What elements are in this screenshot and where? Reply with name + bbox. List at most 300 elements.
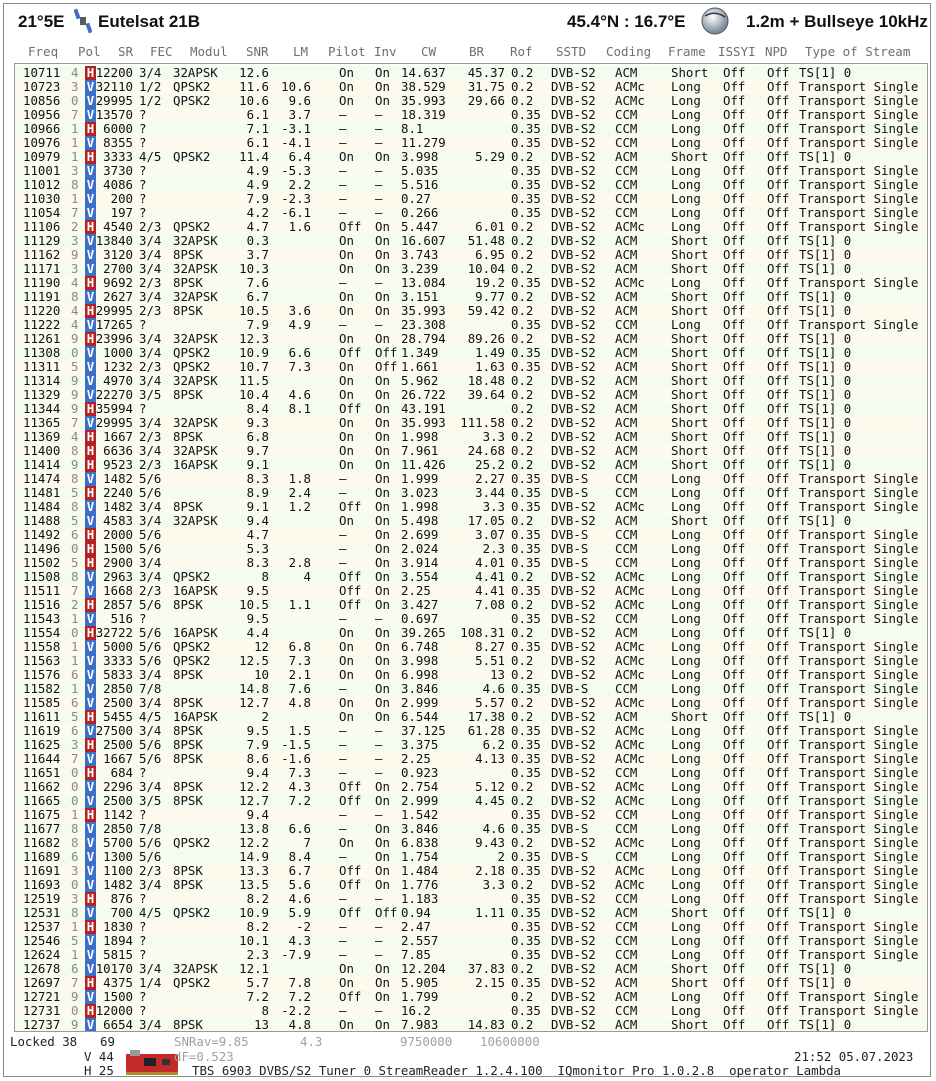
cell-issyi: Off [723, 1003, 746, 1018]
cell-pol: H [86, 429, 95, 444]
cell-rolloff: 0.35 [511, 121, 541, 136]
status-footer [4, 1034, 930, 1078]
cell-stream-type: TS[1] 0 [799, 709, 852, 724]
column-header-inv: Inv [374, 44, 397, 59]
cell-br: 6.95 [475, 247, 505, 262]
cell-frame: Long [671, 135, 701, 150]
cell-fec: 5/6 [139, 639, 162, 654]
table-row[interactable] [15, 248, 927, 262]
cell-rolloff: 0.2 [511, 877, 534, 892]
table-row[interactable] [15, 584, 927, 598]
table-row[interactable] [15, 430, 927, 444]
cell-freq-decimal: 3 [71, 863, 79, 878]
cell-issyi: Off [723, 191, 746, 206]
cell-inversion: On [375, 877, 390, 892]
cell-freq: 11554 [23, 625, 61, 640]
cell-cw: 6.748 [401, 639, 439, 654]
cell-npd: Off [767, 905, 790, 920]
table-row[interactable] [15, 864, 927, 878]
cell-snr: 14.9 [239, 849, 269, 864]
cell-issyi: Off [723, 1017, 746, 1032]
table-row[interactable] [15, 220, 927, 234]
table-row[interactable] [15, 290, 927, 304]
cell-sstd: DVB-S2 [551, 289, 596, 304]
cell-inversion: On [375, 709, 390, 724]
table-row[interactable] [15, 612, 927, 626]
cell-sstd: DVB-S2 [551, 653, 596, 668]
table-row[interactable] [15, 150, 927, 164]
cell-frame: Short [671, 905, 709, 920]
cell-issyi: Off [723, 107, 746, 122]
cell-pilot: Off [339, 793, 362, 808]
cell-cw: 0.697 [401, 611, 439, 626]
table-row[interactable] [15, 892, 927, 906]
table-row[interactable] [15, 318, 927, 332]
cell-freq: 10966 [23, 121, 61, 136]
cell-pol: V [86, 191, 95, 206]
cell-rolloff: 0.2 [511, 429, 534, 444]
cell-npd: Off [767, 303, 790, 318]
table-row[interactable] [15, 640, 927, 654]
cell-issyi: Off [723, 667, 746, 682]
cell-pol: V [86, 793, 95, 808]
cell-stream-type: Transport Single [799, 219, 919, 234]
cell-npd: Off [767, 177, 790, 192]
cell-frame: Long [671, 163, 701, 178]
cell-cw: 23.308 [401, 317, 446, 332]
cell-sstd: DVB-S2 [551, 219, 596, 234]
cell-npd: Off [767, 191, 790, 206]
cell-fec: ? [139, 1003, 147, 1018]
cell-modulation: 32APSK [173, 233, 218, 248]
table-row[interactable] [15, 878, 927, 892]
cell-stream-type: Transport Single [799, 93, 919, 108]
table-row[interactable] [15, 598, 927, 612]
table-row[interactable] [15, 234, 927, 248]
cell-sstd: DVB-S2 [551, 65, 596, 80]
cell-pilot: Off [339, 219, 362, 234]
cell-frame: Short [671, 443, 709, 458]
table-row[interactable] [15, 850, 927, 864]
cell-frame: Short [671, 247, 709, 262]
cell-frame: Long [671, 219, 701, 234]
cell-freq: 12721 [23, 989, 61, 1004]
cell-cw: 3.743 [401, 247, 439, 262]
cell-coding: ACMc [615, 751, 645, 766]
cell-frame: Long [671, 191, 701, 206]
table-row[interactable] [15, 192, 927, 206]
cell-coding: CCM [615, 177, 638, 192]
cell-stream-type: TS[1] 0 [799, 359, 852, 374]
cell-coding: ACMc [615, 653, 645, 668]
table-row[interactable] [15, 402, 927, 416]
table-row[interactable] [15, 304, 927, 318]
cell-pilot: – [339, 135, 347, 150]
cell-pilot: On [339, 373, 354, 388]
cell-inversion: – [375, 765, 383, 780]
snr-average: SNRav=9.85 [174, 1034, 249, 1049]
table-row[interactable] [15, 164, 927, 178]
cell-lm: 7.3 [288, 765, 311, 780]
cell-frame: Long [671, 93, 701, 108]
table-row[interactable] [15, 570, 927, 584]
cell-freq-decimal: 5 [71, 485, 79, 500]
cell-pilot: – [339, 191, 347, 206]
table-row[interactable] [15, 458, 927, 472]
cell-pol: V [86, 415, 95, 430]
cell-issyi: Off [723, 429, 746, 444]
cell-cw: 12.204 [401, 961, 446, 976]
cell-fec: 3/4 [139, 877, 162, 892]
cell-coding: CCM [615, 471, 638, 486]
cell-coding: CCM [615, 807, 638, 822]
cell-pilot: On [339, 303, 354, 318]
table-row[interactable] [15, 682, 927, 696]
cell-pol: H [86, 275, 95, 290]
column-header-fec: FEC [150, 44, 173, 59]
cell-freq: 11191 [23, 289, 61, 304]
cell-modulation: 8PSK [173, 247, 203, 262]
cell-lm: 1.1 [288, 597, 311, 612]
cell-pol: H [86, 625, 95, 640]
cell-lm: 4.6 [288, 891, 311, 906]
cell-sstd: DVB-S2 [551, 863, 596, 878]
cell-fec: ? [139, 891, 147, 906]
cell-lm: 6.4 [288, 149, 311, 164]
cell-lm: 2.8 [288, 555, 311, 570]
table-row[interactable] [15, 976, 927, 990]
table-row[interactable] [15, 122, 927, 136]
cell-rolloff: 0.2 [511, 709, 534, 724]
cell-frame: Long [671, 205, 701, 220]
vertical-count: V 44 [84, 1049, 114, 1064]
cell-snr: 11.5 [239, 373, 269, 388]
table-row[interactable] [15, 1018, 927, 1032]
table-row[interactable] [15, 332, 927, 346]
cell-pol: V [86, 849, 95, 864]
cell-sr: 3333 [103, 149, 133, 164]
cell-snr: 6.8 [246, 429, 269, 444]
cell-pilot: On [339, 289, 354, 304]
table-row[interactable] [15, 374, 927, 388]
cell-sstd: DVB-S2 [551, 457, 596, 472]
table-row[interactable] [15, 808, 927, 822]
cell-inversion: On [375, 415, 390, 430]
cell-pol: H [86, 891, 95, 906]
cell-pilot: – [339, 891, 347, 906]
cell-pol: H [86, 555, 95, 570]
cell-lm: 6.6 [288, 821, 311, 836]
cell-inversion: – [375, 107, 383, 122]
table-row[interactable] [15, 738, 927, 752]
cell-npd: Off [767, 65, 790, 80]
cell-coding: ACMc [615, 695, 645, 710]
cell-pilot: On [339, 835, 354, 850]
table-row[interactable] [15, 276, 927, 290]
cell-issyi: Off [723, 401, 746, 416]
table-row[interactable] [15, 766, 927, 780]
cell-frame: Long [671, 765, 701, 780]
cell-lm: 9.6 [288, 93, 311, 108]
cell-coding: ACM [615, 233, 638, 248]
table-row[interactable] [15, 948, 927, 962]
cell-freq: 11220 [23, 303, 61, 318]
cell-rolloff: 0.35 [511, 821, 541, 836]
cell-snr: 10.9 [239, 905, 269, 920]
table-row[interactable] [15, 514, 927, 528]
cell-npd: Off [767, 1017, 790, 1032]
table-row[interactable] [15, 66, 927, 80]
cell-freq: 11585 [23, 695, 61, 710]
table-row[interactable] [15, 472, 927, 486]
cell-pol: V [86, 177, 95, 192]
cell-issyi: Off [723, 625, 746, 640]
cell-freq: 11481 [23, 485, 61, 500]
cell-sr: 2000 [103, 527, 133, 542]
cell-br: 31.75 [467, 79, 505, 94]
cell-issyi: Off [723, 163, 746, 178]
cell-rolloff: 0.35 [511, 135, 541, 150]
cell-freq-decimal: 8 [71, 443, 79, 458]
table-row[interactable] [15, 388, 927, 402]
table-row[interactable] [15, 94, 927, 108]
cell-sr: 3120 [103, 247, 133, 262]
cell-lm: 5.9 [288, 905, 311, 920]
table-row[interactable] [15, 416, 927, 430]
cell-br: 3.3 [482, 877, 505, 892]
cell-sr: 1100 [103, 863, 133, 878]
table-row[interactable] [15, 346, 927, 360]
cell-rolloff: 0.2 [511, 1017, 534, 1032]
cell-fec: 3/4 [139, 331, 162, 346]
cell-pilot: On [339, 359, 354, 374]
table-row[interactable] [15, 178, 927, 192]
cell-snr: 7.2 [246, 989, 269, 1004]
cell-freq-decimal: 8 [71, 569, 79, 584]
cell-issyi: Off [723, 961, 746, 976]
cell-freq: 11311 [23, 359, 61, 374]
cell-rolloff: 0.2 [511, 289, 534, 304]
cell-issyi: Off [723, 275, 746, 290]
cell-snr: 14.8 [239, 681, 269, 696]
table-row[interactable] [15, 444, 927, 458]
table-row[interactable] [15, 626, 927, 640]
cell-rolloff: 0.35 [511, 737, 541, 752]
cell-coding: ACM [615, 1017, 638, 1032]
tuner-card-icon [122, 1048, 182, 1076]
cell-snr: 6.7 [246, 289, 269, 304]
cell-inversion: On [375, 65, 390, 80]
cell-freq: 11308 [23, 345, 61, 360]
table-row[interactable] [15, 206, 927, 220]
table-row[interactable] [15, 136, 927, 150]
cell-fec: ? [139, 135, 147, 150]
cell-inversion: On [375, 597, 390, 612]
cell-freq-decimal: 6 [71, 695, 79, 710]
cell-cw: 11.279 [401, 135, 446, 150]
column-header-lm: LM [293, 44, 309, 59]
table-row[interactable] [15, 108, 927, 122]
cell-fec: ? [139, 989, 147, 1004]
column-header-frame: Frame [668, 44, 706, 59]
table-row[interactable] [15, 822, 927, 836]
cell-npd: Off [767, 331, 790, 346]
cell-rolloff: 0.35 [511, 275, 541, 290]
cell-pilot: – [339, 765, 347, 780]
table-row[interactable] [15, 500, 927, 514]
table-row[interactable] [15, 906, 927, 920]
cell-fec: 2/3 [139, 583, 162, 598]
table-row[interactable] [15, 360, 927, 374]
cell-sr: 1667 [103, 751, 133, 766]
cell-frame: Long [671, 835, 701, 850]
cell-freq-decimal: 3 [71, 233, 79, 248]
table-row[interactable] [15, 990, 927, 1004]
cell-modulation: 8PSK [173, 1017, 203, 1032]
cell-rolloff: 0.2 [511, 65, 534, 80]
table-row[interactable] [15, 668, 927, 682]
cell-snr: 10.4 [239, 387, 269, 402]
cell-inversion: Off [375, 359, 398, 374]
cell-lm: 5.6 [288, 877, 311, 892]
cell-freq: 11484 [23, 499, 61, 514]
cell-snr: 9.5 [246, 723, 269, 738]
cell-snr: 2.3 [246, 947, 269, 962]
cell-br: 111.58 [460, 415, 505, 430]
table-row[interactable] [15, 752, 927, 766]
cell-sr: 4970 [103, 373, 133, 388]
cell-npd: Off [767, 821, 790, 836]
cell-lm: 7.2 [288, 793, 311, 808]
cell-fec: 2/3 [139, 457, 162, 472]
cell-cw: 7.961 [401, 443, 439, 458]
cell-sr: 5833 [103, 667, 133, 682]
table-row[interactable] [15, 794, 927, 808]
cell-issyi: Off [723, 765, 746, 780]
table-row[interactable] [15, 80, 927, 94]
cell-freq: 11508 [23, 569, 61, 584]
cell-sr: 2296 [103, 779, 133, 794]
cell-snr: 2 [261, 709, 269, 724]
cell-rolloff: 0.35 [511, 177, 541, 192]
cell-pol: H [86, 527, 95, 542]
cell-cw: 16.2 [401, 1003, 431, 1018]
cell-freq: 11344 [23, 401, 61, 416]
column-header-npd: NPD [765, 44, 788, 59]
cell-stream-type: TS[1] 0 [799, 429, 852, 444]
table-row[interactable] [15, 780, 927, 794]
table-row[interactable] [15, 556, 927, 570]
cell-sstd: DVB-S2 [551, 373, 596, 388]
cell-br: 4.6 [482, 681, 505, 696]
cell-rolloff: 0.35 [511, 919, 541, 934]
cell-npd: Off [767, 163, 790, 178]
cell-npd: Off [767, 989, 790, 1004]
cell-issyi: Off [723, 317, 746, 332]
cell-coding: CCM [615, 527, 638, 542]
table-row[interactable] [15, 262, 927, 276]
cell-pol: H [86, 765, 95, 780]
cell-snr: 12.7 [239, 695, 269, 710]
cell-frame: Long [671, 723, 701, 738]
cell-sstd: DVB-S2 [551, 751, 596, 766]
cell-snr: 8.4 [246, 401, 269, 416]
cell-sr: 5700 [103, 835, 133, 850]
table-row[interactable] [15, 654, 927, 668]
cell-npd: Off [767, 765, 790, 780]
cell-lm: 6.8 [288, 639, 311, 654]
cell-stream-type: TS[1] 0 [799, 905, 852, 920]
cell-cw: 5.516 [401, 177, 439, 192]
cell-pol: V [86, 667, 95, 682]
cell-snr: 8 [261, 1003, 269, 1018]
cell-sr: 2500 [103, 793, 133, 808]
cell-inversion: – [375, 737, 383, 752]
table-row[interactable] [15, 920, 927, 934]
cell-pilot: – [339, 527, 347, 542]
cell-coding: CCM [615, 947, 638, 962]
table-row[interactable] [15, 710, 927, 724]
cell-freq-decimal: 7 [71, 583, 79, 598]
cell-lm: 7 [303, 835, 311, 850]
cell-inversion: On [375, 429, 390, 444]
table-row[interactable] [15, 836, 927, 850]
table-row[interactable] [15, 1004, 927, 1018]
cell-coding: ACM [615, 513, 638, 528]
table-row[interactable] [15, 962, 927, 976]
cell-fec: ? [139, 919, 147, 934]
cell-modulation: 32APSK [173, 331, 218, 346]
cell-coding: CCM [615, 555, 638, 570]
cell-sstd: DVB-S2 [551, 793, 596, 808]
cell-cw: 2.024 [401, 541, 439, 556]
location-coordinates: 45.4°N : 16.7°E [567, 12, 686, 31]
table-row[interactable] [15, 486, 927, 500]
cell-lm: 7.3 [288, 653, 311, 668]
cell-sstd: DVB-S2 [551, 835, 596, 850]
cell-pilot: Off [339, 597, 362, 612]
cell-frame: Long [671, 499, 701, 514]
cell-issyi: Off [723, 569, 746, 584]
cell-lm: 3.6 [288, 303, 311, 318]
cell-freq: 11558 [23, 639, 61, 654]
cell-sr: 17265 [95, 317, 133, 332]
cell-npd: Off [767, 289, 790, 304]
cell-sr: 1830 [103, 919, 133, 934]
table-row[interactable] [15, 724, 927, 738]
cell-sstd: DVB-S2 [551, 513, 596, 528]
cell-fec: ? [139, 205, 147, 220]
table-row[interactable] [15, 528, 927, 542]
cell-freq-decimal: 9 [71, 989, 79, 1004]
cell-modulation: 16APSK [173, 625, 218, 640]
cell-fec: 3/4 [139, 667, 162, 682]
cell-pol: V [86, 359, 95, 374]
table-row[interactable] [15, 696, 927, 710]
cell-lm: -1.6 [281, 751, 311, 766]
cell-issyi: Off [723, 709, 746, 724]
cell-frame: Short [671, 331, 709, 346]
cell-issyi: Off [723, 723, 746, 738]
cell-coding: ACM [615, 359, 638, 374]
cell-freq: 11691 [23, 863, 61, 878]
table-row[interactable] [15, 542, 927, 556]
cell-rolloff: 0.35 [511, 947, 541, 962]
cell-issyi: Off [723, 289, 746, 304]
cell-issyi: Off [723, 373, 746, 388]
table-row[interactable] [15, 934, 927, 948]
cell-stream-type: Transport Single [799, 667, 919, 682]
